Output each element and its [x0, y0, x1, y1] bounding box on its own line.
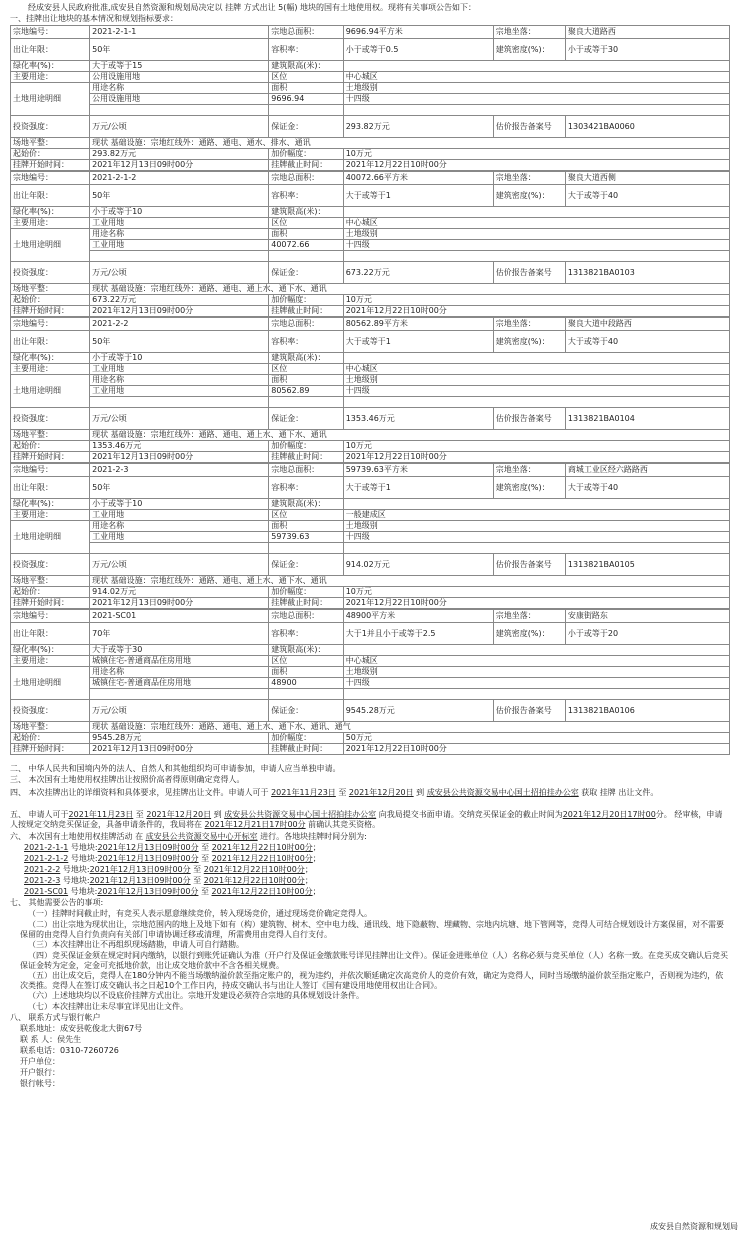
cell: 起始价：	[11, 441, 90, 452]
cell: 293.82万元	[90, 149, 269, 160]
cell: 80562.89	[269, 386, 343, 397]
cell: 保证金：	[269, 116, 343, 138]
cell: 2021年12月22日10时00分	[343, 744, 729, 755]
cell: 挂牌截止时间：	[269, 744, 343, 755]
cell: 公用设施用地	[90, 94, 269, 105]
cell: 估价报告备案号	[493, 262, 565, 284]
cell: 1313821BA0104	[565, 408, 729, 430]
cell: 工业用地	[90, 218, 269, 229]
cell: 工业用地	[90, 532, 269, 543]
cell: 中心城区	[343, 218, 729, 229]
cell: 用途名称	[90, 375, 269, 386]
cell: 估价报告备案号	[493, 116, 565, 138]
cell: 10万元	[343, 441, 729, 452]
cell: 起始价：	[11, 733, 90, 744]
cell	[343, 105, 729, 116]
cell: 估价报告备案号	[493, 700, 565, 722]
cell: 聚良大道中段路西	[565, 318, 729, 331]
cell: 48900平方米	[343, 610, 493, 623]
parcel-table	[10, 317, 730, 463]
cell: 绿化率(%)：	[11, 353, 90, 364]
cell: 一般建成区	[343, 510, 729, 521]
cell: 加价幅度：	[269, 295, 343, 306]
cell: 9696.94平方米	[343, 26, 493, 39]
cell: 9545.28万元	[343, 700, 493, 722]
cell: 2021-2-2	[90, 318, 269, 331]
schedule-item: 2021-2-1-2 号地块:2021年12月13日09时00分 至 2021年12月22日10时00分；	[24, 854, 321, 863]
cell: 容积率：	[269, 185, 343, 207]
cell: 起始价：	[11, 295, 90, 306]
cell: 50年	[90, 331, 269, 353]
section-4: 四、 本次挂牌出让的详细资料和具体要求，见挂牌出让文件。申请人可于 2021年11月23日 至 2021年12月20日 到 成安县公共资源交易中心国土招拍挂办公室 获取 挂牌 出让文件。	[10, 788, 659, 797]
cell: 面积	[269, 229, 343, 240]
section-7-item: （一）挂牌时间截止时，有竞买人表示愿意继续竞价，转入现场竞价，通过现场竞价确定竞得人。	[28, 909, 372, 918]
cell: 673.22万元	[90, 295, 269, 306]
cell: 场地平整：	[11, 722, 90, 733]
cell: 主要用途：	[11, 218, 90, 229]
cell: 宗地坐落：	[493, 172, 565, 185]
cell: 建筑密度(%)：	[493, 185, 565, 207]
cell: 2021-2-3	[90, 464, 269, 477]
cell: 万元/公顷	[90, 262, 269, 284]
cell: 土地用途明细	[11, 521, 90, 554]
cell: 区位	[269, 72, 343, 83]
schedule-item: 2021-2-3 号地块:2021年12月13日09时00分 至 2021年12月22日10时00分；	[24, 876, 313, 885]
cell: 工业用地	[90, 386, 269, 397]
cell	[269, 689, 343, 700]
cell: 保证金：	[269, 700, 343, 722]
cell: 容积率：	[269, 623, 343, 645]
section-7-item: （三）本次挂牌出让不再组织现场踏勘，申请人可自行踏勘。	[28, 940, 244, 949]
cell: 估价报告备案号	[493, 554, 565, 576]
cell: 工业用地	[90, 510, 269, 521]
cell: 2021年12月22日10时00分	[343, 306, 729, 317]
cell: 宗地编号：	[11, 172, 90, 185]
cell: 出让年限：	[11, 331, 90, 353]
cell: 建筑密度(%)：	[493, 623, 565, 645]
cell: 宗地编号：	[11, 318, 90, 331]
cell: 土地级别	[343, 229, 729, 240]
cell: 大于或等于30	[90, 645, 269, 656]
cell: 面积	[269, 521, 343, 532]
cell: 挂牌截止时间：	[269, 598, 343, 609]
cell: 起始价：	[11, 149, 90, 160]
parcel-tables	[10, 25, 730, 755]
cell: 大于或等于1	[343, 331, 493, 353]
cell: 1313821BA0106	[565, 700, 729, 722]
schedule-item: 2021-2-2 号地块:2021年12月13日09时00分 至 2021年12月22日10时00分；	[24, 865, 313, 874]
cell: 大于或等于40	[565, 477, 729, 499]
cell: 保证金：	[269, 554, 343, 576]
cell: 现状 基础设施：宗地红线外：通路、通电、通上水、通下水、通讯	[90, 430, 730, 441]
cell: 宗地总面积：	[269, 464, 343, 477]
cell: 2021-SC01	[90, 610, 269, 623]
cell: 工业用地	[90, 364, 269, 375]
cell: 工业用地	[90, 240, 269, 251]
cell: 现状 基础设施：宗地红线外：通路、通电、通上水、通下水、通讯	[90, 576, 730, 587]
cell: 现状 基础设施：宗地红线外：通路、通电、通水、排水、通讯	[90, 138, 730, 149]
cell: 出让年限：	[11, 185, 90, 207]
cell: 中心城区	[343, 656, 729, 667]
cell: 大于或等于15	[90, 61, 269, 72]
cell: 大于或等于40	[565, 185, 729, 207]
cell: 2021年12月13日09时00分	[90, 452, 269, 463]
cell: 宗地坐落：	[493, 464, 565, 477]
cell: 用途名称	[90, 83, 269, 94]
cell: 挂牌开始时间：	[11, 744, 90, 755]
cell	[269, 397, 343, 408]
cell: 聚良大道西侧	[565, 172, 729, 185]
cell: 万元/公顷	[90, 554, 269, 576]
cell: 大于或等于40	[565, 331, 729, 353]
cell: 10万元	[343, 295, 729, 306]
cell	[343, 543, 729, 554]
cell: 中心城区	[343, 364, 729, 375]
cell: 挂牌开始时间：	[11, 598, 90, 609]
cell: 48900	[269, 678, 343, 689]
cell: 建筑密度(%)：	[493, 39, 565, 61]
cell: 十四级	[343, 532, 729, 543]
cell: 主要用途：	[11, 510, 90, 521]
cell: 绿化率(%)：	[11, 499, 90, 510]
cell	[90, 689, 269, 700]
cell: 9545.28万元	[90, 733, 269, 744]
cell: 70年	[90, 623, 269, 645]
cell: 容积率：	[269, 331, 343, 353]
cell: 加价幅度：	[269, 441, 343, 452]
cell: 土地用途明细	[11, 667, 90, 700]
signature: 成安县自然资源和规划局	[650, 1222, 738, 1231]
cell: 40072.66	[269, 240, 343, 251]
cell: 出让年限：	[11, 477, 90, 499]
cell: 2021年12月22日10时00分	[343, 160, 729, 171]
section-7-item: （七）本次挂牌出让未尽事宜详见出让文件。	[28, 1002, 188, 1011]
cell: 面积	[269, 375, 343, 386]
cell: 293.82万元	[343, 116, 493, 138]
cell: 主要用途：	[11, 72, 90, 83]
cell: 土地级别	[343, 667, 729, 678]
cell: 投资强度：	[11, 700, 90, 722]
cell: 50万元	[343, 733, 729, 744]
cell: 914.02万元	[343, 554, 493, 576]
cell: 城镇住宅-普通商品住房用地	[90, 656, 269, 667]
contact-person: 联 系 人：侯先生	[20, 1035, 82, 1044]
cell: 现状 基础设施：宗地红线外：通路、通电、通上水、通下水、通讯、通气	[90, 722, 730, 733]
cell: 保证金：	[269, 408, 343, 430]
cell: 建筑限高(米)：	[269, 353, 343, 364]
section-6: 六、 本次国有土地使用权挂牌活动 在 成安县公共资源交易中心开标室 进行。各地块挂牌时间分别为:	[10, 832, 367, 841]
cell: 绿化率(%)：	[11, 61, 90, 72]
cell: 投资强度：	[11, 554, 90, 576]
cell: 大于1并且小于或等于2.5	[343, 623, 493, 645]
cell	[269, 105, 343, 116]
cell: 2021年12月22日10时00分	[343, 452, 729, 463]
cell: 土地用途明细	[11, 229, 90, 262]
cell	[90, 105, 269, 116]
cell: 宗地编号：	[11, 26, 90, 39]
section-2: 二、 中华人民共和国境内外的法人、自然人和其他组织均可申请参加，申请人应当单独申请。	[10, 764, 341, 773]
cell: 土地级别	[343, 375, 729, 386]
cell: 聚良大道路西	[565, 26, 729, 39]
cell: 建筑限高(米)：	[269, 645, 343, 656]
cell: 宗地编号：	[11, 610, 90, 623]
cell: 投资强度：	[11, 262, 90, 284]
cell: 容积率：	[269, 477, 343, 499]
schedule-list	[10, 843, 730, 898]
cell: 1313821BA0103	[565, 262, 729, 284]
cell: 宗地坐落：	[493, 26, 565, 39]
cell: 宗地坐落：	[493, 318, 565, 331]
cell: 用途名称	[90, 521, 269, 532]
cell: 80562.89平方米	[343, 318, 493, 331]
cell: 2021-2-1-2	[90, 172, 269, 185]
cell: 50年	[90, 39, 269, 61]
cell: 挂牌开始时间：	[11, 160, 90, 171]
cell: 914.02万元	[90, 587, 269, 598]
cell: 建筑密度(%)：	[493, 477, 565, 499]
cell	[343, 61, 729, 72]
cell: 面积	[269, 667, 343, 678]
cell	[343, 499, 729, 510]
cell: 50年	[90, 477, 269, 499]
cell: 万元/公顷	[90, 408, 269, 430]
section1-title: 一、挂牌出让地块的基本情况和规划指标要求：	[10, 14, 178, 23]
cell: 2021年12月13日09时00分	[90, 160, 269, 171]
cell: 宗地总面积：	[269, 610, 343, 623]
contact-address: 联系地址：成安县乾俊北大街67号	[20, 1024, 143, 1033]
account-unit: 开户单位：	[20, 1057, 60, 1066]
cell: 小于或等于0.5	[343, 39, 493, 61]
cell: 出让年限：	[11, 39, 90, 61]
section-7-item: （四）竞买保证金须在规定时间内缴纳，以银行到账凭证确认为准（开户行及保证金缴款账号详见挂牌出让文件）。保证金进账单位（人）名称必须与竞买单位（人）名称一致。在竞买成交确认后竞买保证金转为定金，定金可充抵地价款，出让成交地价款中不含各相关规费。	[20, 951, 728, 970]
cell: 2021年12月22日10时00分	[343, 598, 729, 609]
cell: 10万元	[343, 587, 729, 598]
cell: 2021-2-1-1	[90, 26, 269, 39]
cell: 十四级	[343, 386, 729, 397]
cell: 59739.63	[269, 532, 343, 543]
section-8-title: 八、 联系方式与银行帐户	[10, 1013, 101, 1022]
cell: 估价报告备案号	[493, 408, 565, 430]
cell: 安康街路东	[565, 610, 729, 623]
cell: 挂牌开始时间：	[11, 306, 90, 317]
cell	[343, 353, 729, 364]
cell: 主要用途：	[11, 656, 90, 667]
cell: 投资强度：	[11, 408, 90, 430]
cell: 投资强度：	[11, 116, 90, 138]
cell: 小于或等于10	[90, 207, 269, 218]
cell: 宗地总面积：	[269, 26, 343, 39]
cell: 土地级别	[343, 83, 729, 94]
cell: 建筑限高(米)：	[269, 499, 343, 510]
cell: 小于或等于10	[90, 499, 269, 510]
cell: 2021年12月13日09时00分	[90, 598, 269, 609]
cell	[269, 251, 343, 262]
cell: 主要用途：	[11, 364, 90, 375]
section-5: 五、 申请人可于2021年11月23日 至 2021年12月20日 到 成安县公共资源交易中心国土招拍挂办公室 向我局提交书面申请。交纳竞买保证金的截止时间为2021年12月20日17时00分。 经审核，申请人按规定交纳竞买保证金，具备申请条件的，我局将在 2021年12月21日17时00分 前确认其竞买资格。	[10, 810, 723, 829]
account-number: 银行帐号：	[20, 1079, 60, 1088]
cell: 宗地编号：	[11, 464, 90, 477]
announcement	[10, 0, 738, 1231]
cell: 容积率：	[269, 39, 343, 61]
section-7-items	[10, 909, 730, 1013]
parcel-table	[10, 609, 730, 755]
cell: 2021年12月13日09时00分	[90, 744, 269, 755]
cell	[90, 543, 269, 554]
cell: 挂牌开始时间：	[11, 452, 90, 463]
cell: 1353.46万元	[90, 441, 269, 452]
cell	[90, 251, 269, 262]
parcel-table	[10, 25, 730, 171]
cell: 加价幅度：	[269, 587, 343, 598]
cell: 2021年12月13日09时00分	[90, 306, 269, 317]
cell: 起始价：	[11, 587, 90, 598]
cell: 加价幅度：	[269, 733, 343, 744]
cell: 加价幅度：	[269, 149, 343, 160]
cell: 万元/公顷	[90, 116, 269, 138]
cell: 土地级别	[343, 521, 729, 532]
parcel-table	[10, 171, 730, 317]
cell: 建筑限高(米)：	[269, 61, 343, 72]
account-bank: 开户银行：	[20, 1068, 60, 1077]
cell: 1353.46万元	[343, 408, 493, 430]
cell: 城镇住宅-普通商品住房用地	[90, 678, 269, 689]
parcel-table	[10, 463, 730, 609]
cell: 出让年限：	[11, 623, 90, 645]
cell	[343, 645, 729, 656]
cell	[269, 543, 343, 554]
cell: 区位	[269, 218, 343, 229]
cell: 万元/公顷	[90, 700, 269, 722]
cell: 小于或等于30	[565, 39, 729, 61]
cell: 挂牌截止时间：	[269, 160, 343, 171]
intro-text: 经成安县人民政府批准,成安县自然资源和规划局决定以 挂牌 方式出让 5(幅) 地块的国有土地使用权。现将有关事项公告如下：	[28, 3, 477, 12]
section-7-item: （二）出让宗地为现状出让，宗地范围内的地上及地下如有（构）建筑物、树木、空中电力线、通讯线、地下隐蔽物、埋藏物、宗地内坑塘、地下管网等，竞得人可结合规划设计方案保留，对不需要保留的由竞得人自行负责向有关部门申请协调迁移或清理，所需费用由竞得人自行支付。	[20, 920, 724, 939]
cell: 场地平整：	[11, 284, 90, 295]
schedule-item: 2021-SC01 号地块:2021年12月13日09时00分 至 2021年12月22日10时00分；	[24, 887, 321, 896]
cell: 商城工业区经六路路西	[565, 464, 729, 477]
cell: 建筑密度(%)：	[493, 331, 565, 353]
contact-block	[10, 1024, 730, 1090]
cell: 区位	[269, 510, 343, 521]
cell: 40072.66平方米	[343, 172, 493, 185]
cell: 挂牌截止时间：	[269, 452, 343, 463]
cell	[343, 397, 729, 408]
cell: 1313821BA0105	[565, 554, 729, 576]
cell: 10万元	[343, 149, 729, 160]
cell: 场地平整：	[11, 430, 90, 441]
cell: 场地平整：	[11, 138, 90, 149]
cell: 场地平整：	[11, 576, 90, 587]
contact-phone: 联系电话：0310-7260726	[20, 1046, 119, 1055]
cell: 673.22万元	[343, 262, 493, 284]
cell: 大于或等于1	[343, 185, 493, 207]
cell: 公用设施用地	[90, 72, 269, 83]
cell: 50年	[90, 185, 269, 207]
cell	[343, 207, 729, 218]
cell: 十四级	[343, 678, 729, 689]
cell: 宗地总面积：	[269, 172, 343, 185]
cell	[343, 251, 729, 262]
cell: 保证金：	[269, 262, 343, 284]
section-7-title: 七、 其他需要公告的事项:	[10, 898, 104, 907]
cell: 绿化率(%)：	[11, 645, 90, 656]
cell: 大于或等于1	[343, 477, 493, 499]
cell: 建筑限高(米)：	[269, 207, 343, 218]
cell: 土地用途明细	[11, 375, 90, 408]
cell: 59739.63平方米	[343, 464, 493, 477]
cell: 用途名称	[90, 667, 269, 678]
cell: 小于或等于10	[90, 353, 269, 364]
cell: 小于或等于20	[565, 623, 729, 645]
cell: 9696.94	[269, 94, 343, 105]
cell: 十四级	[343, 94, 729, 105]
cell	[343, 689, 729, 700]
cell: 土地用途明细	[11, 83, 90, 116]
cell: 宗地坐落：	[493, 610, 565, 623]
section-7-item: （六）上述地块均以不设底价挂牌方式出让。宗地开发建设必须符合宗地的具体规划设计条件。	[28, 991, 364, 1000]
cell: 区位	[269, 656, 343, 667]
section-7-item: （五）出让成交后，竞得人在180分钟内不能当场缴纳溢价款至指定账户的，视为违约，并依次顺延确定次高竞价人的竞价有效，确定为竞得人，同时当场缴纳溢价款至指定账户，否则视为违约，依次类推。竞得人在签订成交确认书之日起10个工作日内，持成交确认书与出让人签订《国有建设用地使用权出让合同》。	[20, 971, 724, 990]
cell: 现状 基础设施：宗地红线外：通路、通电、通上水、通下水、通讯	[90, 284, 730, 295]
cell: 1303421BA0060	[565, 116, 729, 138]
cell: 中心城区	[343, 72, 729, 83]
cell	[90, 397, 269, 408]
cell: 绿化率(%)：	[11, 207, 90, 218]
cell: 宗地总面积：	[269, 318, 343, 331]
cell: 区位	[269, 364, 343, 375]
section-3: 三、 本次国有土地使用权挂牌出让按照价高者得原则确定竞得人。	[10, 775, 245, 784]
schedule-item: 2021-2-1-1 号地块:2021年12月13日09时00分 至 2021年12月22日10时00分；	[24, 843, 321, 852]
cell: 挂牌截止时间：	[269, 306, 343, 317]
cell: 十四级	[343, 240, 729, 251]
cell: 用途名称	[90, 229, 269, 240]
cell: 面积	[269, 83, 343, 94]
